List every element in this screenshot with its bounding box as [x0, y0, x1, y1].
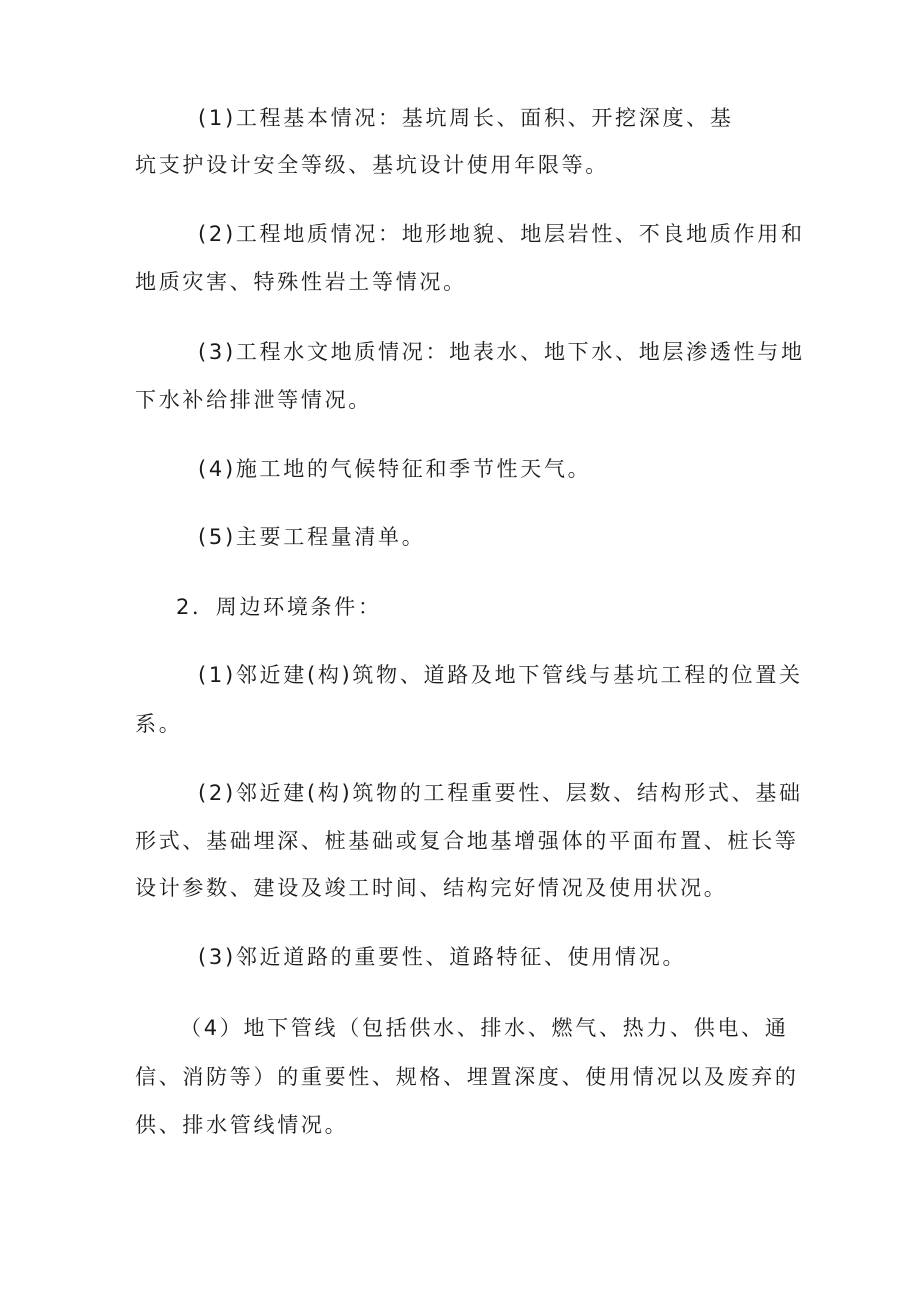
paragraph-4-line-1: (4)施工地的气候特征和季节性天气。 — [198, 457, 592, 481]
paragraph-2-line-1: (2)工程地质情况：地形地貌、地层岩性、不良地质作用和 — [198, 222, 805, 246]
paragraph-10-line-2: 信、消防等）的重要性、规格、埋置深度、使用情况以及废弃的 — [135, 1065, 799, 1089]
paragraph-3-line-1: (3)工程水文地质情况：地表水、地下水、地层渗透性与地 — [198, 340, 805, 364]
section-2-heading: 2．周边环境条件： — [176, 595, 382, 619]
paragraph-8-line-3: 设计参数、建设及竣工时间、结构完好情况及使用状况。 — [135, 876, 728, 900]
paragraph-8-line-2: 形式、基础埋深、桩基础或复合地基增强体的平面布置、桩长等 — [135, 829, 799, 853]
paragraph-1-line-2: 坑支护设计安全等级、基坑设计使用年限等。 — [135, 153, 609, 177]
paragraph-10-line-1: （4）地下管线（包括供水、排水、燃气、热力、供电、通 — [180, 1016, 789, 1040]
paragraph-10-line-3: 供、排水管线情况。 — [135, 1113, 349, 1137]
paragraph-1-line-1: (1)工程基本情况：基坑周长、面积、开挖深度、基 — [198, 106, 734, 130]
paragraph-9-line-1: (3)邻近道路的重要性、道路特征、使用情况。 — [198, 945, 687, 969]
paragraph-2-line-2: 地质灾害、特殊性岩土等情况。 — [135, 270, 467, 294]
paragraph-7-line-2: 系。 — [135, 712, 183, 736]
paragraph-5-line-1: (5)主要工程量清单。 — [198, 525, 426, 549]
paragraph-8-line-1: (2)邻近建(构)筑物的工程重要性、层数、结构形式、基础 — [198, 781, 803, 805]
paragraph-7-line-1: (1)邻近建(构)筑物、道路及地下管线与基坑工程的位置关 — [198, 663, 803, 687]
paragraph-3-line-2: 下水补给排泄等情况。 — [135, 388, 372, 412]
